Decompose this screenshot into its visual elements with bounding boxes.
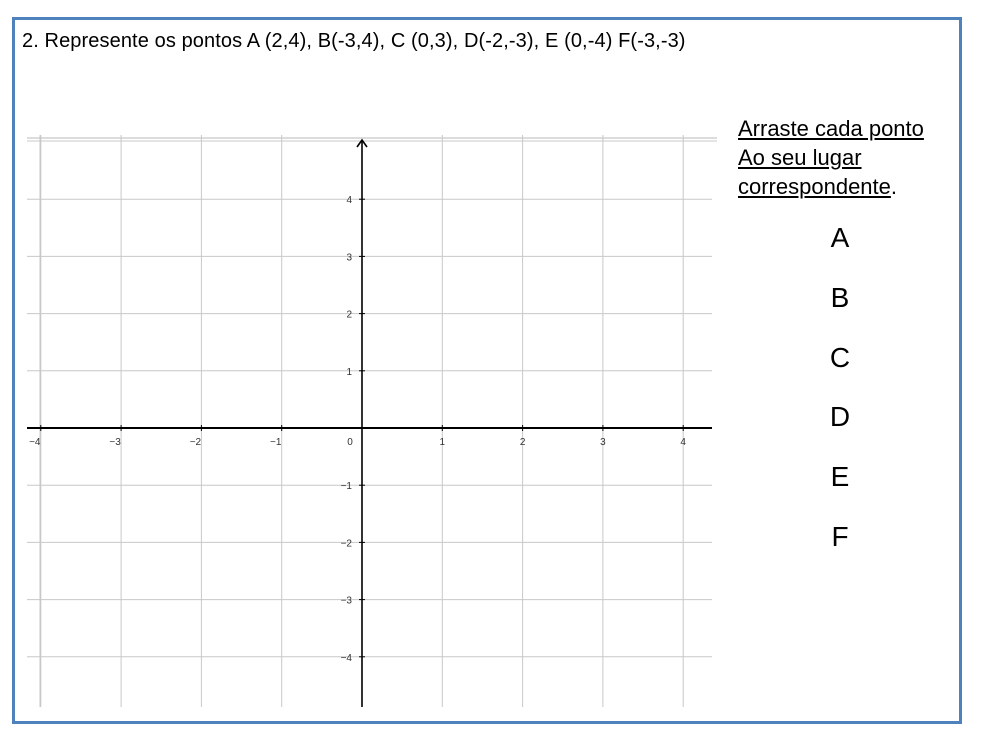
draggable-point-f[interactable]: F bbox=[831, 521, 849, 552]
y-tick-label: 1 bbox=[346, 366, 352, 378]
y-tick-label: −2 bbox=[340, 538, 352, 550]
draggable-point-b[interactable]: B bbox=[830, 282, 850, 313]
x-tick-label: −2 bbox=[189, 437, 202, 448]
instructions bbox=[738, 114, 958, 201]
draggable-point-c[interactable]: C bbox=[829, 342, 851, 373]
x-tick-label: −1 bbox=[269, 437, 282, 448]
draggable-point-d[interactable]: D bbox=[829, 401, 851, 432]
y-tick-label: −4 bbox=[340, 652, 352, 664]
x-tick-label: −4 bbox=[29, 437, 41, 448]
draggable-point-e[interactable]: E bbox=[830, 461, 850, 492]
x-tick-label: 2 bbox=[519, 437, 526, 448]
y-tick-label: 4 bbox=[346, 195, 352, 207]
y-tick-label: −1 bbox=[340, 481, 352, 493]
exercise-prompt: 2. Represente os pontos A (2,4), B(-3,4), C (0,3), D(-2,-3), E (0,-4) F(-3,-3) bbox=[22, 30, 686, 52]
y-tick-label: 2 bbox=[346, 309, 352, 321]
x-tick-label: 1 bbox=[439, 437, 446, 448]
instruction-line-1: Arraste cada ponto bbox=[738, 116, 924, 141]
x-tick-label: 3 bbox=[600, 437, 606, 448]
instruction-line-3: correspondente bbox=[738, 174, 891, 199]
y-tick-label: 3 bbox=[346, 252, 352, 264]
y-tick-label: −3 bbox=[340, 595, 352, 607]
x-tick-label: 4 bbox=[680, 437, 686, 448]
instruction-line-2: Ao seu lugar bbox=[738, 145, 862, 170]
x-tick-label: 0 bbox=[347, 437, 353, 448]
x-tick-label: −3 bbox=[109, 437, 121, 448]
draggable-point-a[interactable]: A bbox=[830, 222, 850, 253]
instruction-period: . bbox=[890, 174, 898, 199]
coordinate-plane[interactable] bbox=[27, 135, 717, 707]
